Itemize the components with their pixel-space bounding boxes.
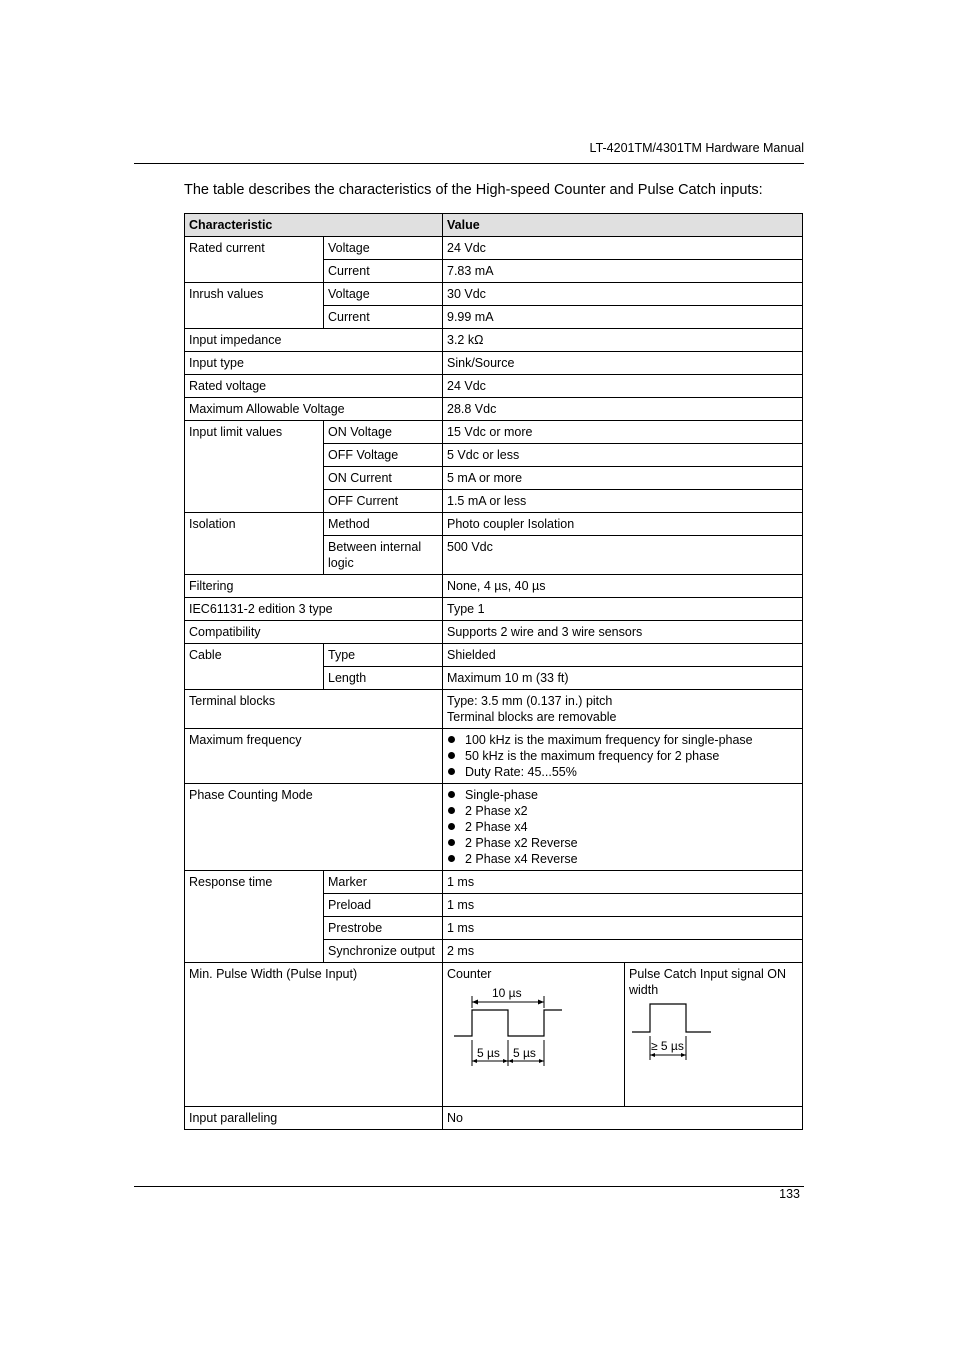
table-row — [185, 871, 803, 894]
table-row — [185, 329, 803, 352]
pulse-catch-waveform-diagram — [629, 998, 729, 1068]
counter-cell — [443, 963, 625, 1107]
row-label: Compatibility — [185, 621, 443, 644]
table-row — [185, 784, 803, 871]
row-value: No — [443, 1107, 803, 1130]
row-label: Cable — [185, 644, 324, 690]
table-row — [185, 283, 803, 306]
sub-label: Current — [324, 260, 443, 283]
list-item: 2 Phase x4 — [447, 819, 798, 835]
row-value: 1.5 mA or less — [443, 490, 803, 513]
sub-label: Synchronize output — [324, 940, 443, 963]
table-row — [185, 237, 803, 260]
sub-label: Current — [324, 306, 443, 329]
list-item: 50 kHz is the maximum frequency for 2 phase — [447, 748, 798, 764]
list-item: Single-phase — [447, 787, 798, 803]
page-number: 133 — [779, 1187, 800, 1201]
manual-title: LT-4201TM/4301TM Hardware Manual — [589, 141, 804, 155]
row-label: Input paralleling — [185, 1107, 443, 1130]
row-value — [443, 729, 803, 784]
row-label: Input type — [185, 352, 443, 375]
row-value: Maximum 10 m (33 ft) — [443, 667, 803, 690]
row-value: 30 Vdc — [443, 283, 803, 306]
sub-label: Voltage — [324, 283, 443, 306]
sub-label: Prestrobe — [324, 917, 443, 940]
row-value: 500 Vdc — [443, 536, 803, 575]
sub-label: Marker — [324, 871, 443, 894]
table-row — [185, 575, 803, 598]
row-value: Shielded — [443, 644, 803, 667]
row-label: Input limit values — [185, 421, 324, 513]
table-row — [185, 513, 803, 536]
row-value — [443, 690, 803, 729]
row-label: Maximum frequency — [185, 729, 443, 784]
row-label: Input impedance — [185, 329, 443, 352]
table-row — [185, 352, 803, 375]
pulse-catch-title: Pulse Catch Input signal ON width — [629, 967, 787, 997]
header-rule — [134, 163, 804, 164]
row-value: 9.99 mA — [443, 306, 803, 329]
row-value: 28.8 Vdc — [443, 398, 803, 421]
row-value: Sink/Source — [443, 352, 803, 375]
sub-label: Type — [324, 644, 443, 667]
row-value: 5 Vdc or less — [443, 444, 803, 467]
counter-waveform — [447, 982, 620, 1086]
terminal-line: Type: 3.5 mm (0.137 in.) pitch — [447, 694, 613, 708]
row-label: Maximum Allowable Voltage — [185, 398, 443, 421]
period-label: 10 µs — [492, 986, 522, 1000]
list-item: 100 kHz is the maximum frequency for single-phase — [447, 732, 798, 748]
sub-label: Method — [324, 513, 443, 536]
row-label: Rated voltage — [185, 375, 443, 398]
sub-label: OFF Current — [324, 490, 443, 513]
sub-label: Preload — [324, 894, 443, 917]
row-value: 5 mA or more — [443, 467, 803, 490]
sub-label: OFF Voltage — [324, 444, 443, 467]
sub-label: Length — [324, 667, 443, 690]
row-label: IEC61131-2 edition 3 type — [185, 598, 443, 621]
row-value: None, 4 µs, 40 µs — [443, 575, 803, 598]
row-value: 1 ms — [443, 871, 803, 894]
row-value: 7.83 mA — [443, 260, 803, 283]
table-header-row — [185, 214, 803, 237]
footer-rule — [134, 1186, 804, 1187]
row-value — [443, 784, 803, 871]
table-row — [185, 621, 803, 644]
row-label: Phase Counting Mode — [185, 784, 443, 871]
low-width-label: 5 µs — [513, 1046, 536, 1060]
counter-waveform-diagram — [447, 982, 567, 1082]
table-row — [185, 729, 803, 784]
min-width-label: ≥ 5 µs — [651, 1039, 684, 1053]
row-label: Min. Pulse Width (Pulse Input) — [185, 963, 443, 1107]
pulse-catch-waveform — [629, 998, 798, 1072]
list-item: Duty Rate: 45...55% — [447, 764, 798, 780]
row-value: Photo coupler Isolation — [443, 513, 803, 536]
bullet-list — [447, 787, 798, 867]
row-value: 1 ms — [443, 917, 803, 940]
row-value: 2 ms — [443, 940, 803, 963]
row-label: Filtering — [185, 575, 443, 598]
high-width-label: 5 µs — [477, 1046, 500, 1060]
row-value: Supports 2 wire and 3 wire sensors — [443, 621, 803, 644]
table-row — [185, 1107, 803, 1130]
table-row — [185, 375, 803, 398]
list-item: 2 Phase x4 Reverse — [447, 851, 798, 867]
sub-label: ON Current — [324, 467, 443, 490]
counter-title: Counter — [447, 967, 492, 981]
table-row — [185, 598, 803, 621]
row-label: Response time — [185, 871, 324, 963]
table-row — [185, 963, 803, 1107]
table-row — [185, 690, 803, 729]
row-label: Inrush values — [185, 283, 324, 329]
row-value: 1 ms — [443, 894, 803, 917]
pulse-catch-cell — [625, 963, 803, 1107]
list-item: 2 Phase x2 — [447, 803, 798, 819]
characteristics-table — [184, 213, 803, 1130]
row-label: Rated current — [185, 237, 324, 283]
sub-label: Between internal logic — [324, 536, 443, 575]
table-row — [185, 644, 803, 667]
terminal-line: Terminal blocks are removable — [447, 710, 617, 724]
bullet-list — [447, 732, 798, 780]
row-value: Type 1 — [443, 598, 803, 621]
intro-text: The table describes the characteristics of the High-speed Counter and Pulse Catch inputs: — [184, 182, 763, 198]
row-value: 24 Vdc — [443, 375, 803, 398]
sub-label: Voltage — [324, 237, 443, 260]
row-label: Terminal blocks — [185, 690, 443, 729]
header-characteristic: Characteristic — [185, 214, 443, 237]
header-value: Value — [443, 214, 803, 237]
list-item: 2 Phase x2 Reverse — [447, 835, 798, 851]
table-row — [185, 421, 803, 444]
row-value: 24 Vdc — [443, 237, 803, 260]
table-row — [185, 398, 803, 421]
sub-label: ON Voltage — [324, 421, 443, 444]
row-label: Isolation — [185, 513, 324, 575]
row-value: 3.2 kΩ — [443, 329, 803, 352]
row-value: 15 Vdc or more — [443, 421, 803, 444]
